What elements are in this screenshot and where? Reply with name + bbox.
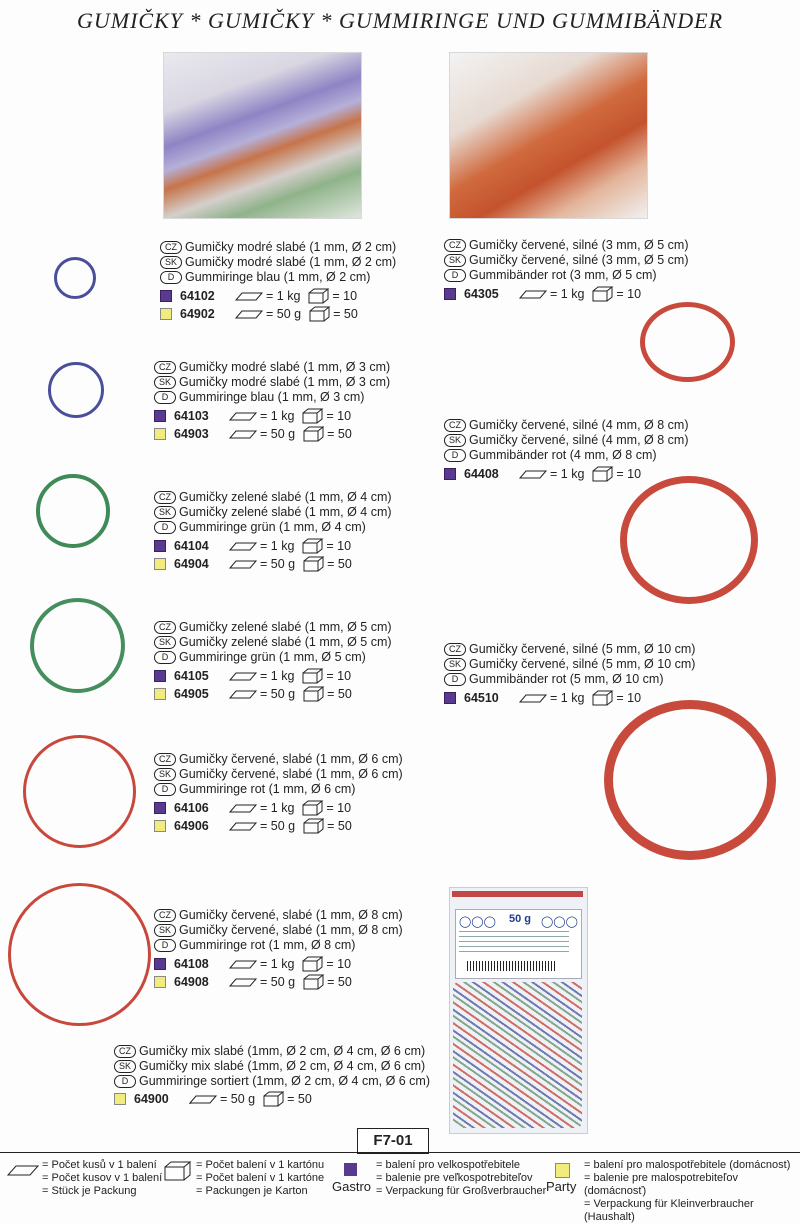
flat-pack-icon — [228, 958, 258, 970]
gastro-price-row — [444, 286, 689, 302]
flat-pack-icon — [518, 692, 548, 704]
gastro-carton: = 10 — [616, 466, 642, 481]
party-code: 64906 — [174, 818, 209, 833]
product-name-sk: Gumičky červené, silné (4 mm, Ø 8 cm) — [469, 433, 689, 447]
mix-party-code: 64900 — [134, 1091, 169, 1106]
lang-de-badge: D — [154, 783, 176, 796]
carton-box-icon — [303, 556, 325, 572]
party-carton: = 50 — [327, 974, 352, 989]
photo-mixed-rubber-bands — [163, 52, 362, 219]
purple-square-icon — [344, 1163, 357, 1176]
gastro-pack: = 1 kg — [260, 668, 295, 683]
party-pack: = 50 g — [260, 686, 296, 701]
lang-sk-badge: SK — [444, 434, 466, 447]
product-name-cz: Gumičky červené, slabé (1 mm, Ø 8 cm) — [179, 908, 403, 922]
lang-sk-badge: SK — [154, 636, 176, 649]
lang-sk-badge: SK — [154, 506, 176, 519]
gastro-pack: = 1 kg — [260, 538, 295, 553]
red-band-10cm — [604, 700, 776, 860]
mix-party-pack: = 50 g — [220, 1091, 256, 1106]
green-ring-4cm — [36, 474, 110, 548]
product-name-cz: Gumičky červené, silné (5 mm, Ø 10 cm) — [469, 642, 696, 656]
product-name-sk: Gumičky červené, slabé (1 mm, Ø 8 cm) — [179, 923, 403, 937]
carton-box-icon — [164, 1161, 192, 1181]
blue-ring-2cm — [54, 257, 96, 299]
lang-de-badge: D — [444, 449, 466, 462]
product-block — [154, 490, 392, 572]
gastro-pack: = 1 kg — [266, 288, 301, 303]
gastro-price-row — [444, 690, 695, 706]
product-name-sk: Gumičky červené, silné (3 mm, Ø 5 cm) — [469, 253, 689, 267]
lang-cz-badge: CZ — [154, 753, 176, 766]
barcode-icon — [467, 961, 557, 971]
gastro-price-row — [154, 538, 392, 554]
product-block-right — [444, 642, 695, 706]
product-block — [154, 752, 403, 834]
carton-box-icon — [302, 408, 324, 424]
product-name-de: Gummibänder rot (3 mm, Ø 5 cm) — [469, 268, 657, 282]
party-code: 64908 — [174, 974, 209, 989]
carton-box-icon — [592, 286, 614, 302]
mix-sk: Gumičky mix slabé (1mm, Ø 2 cm, Ø 4 cm, Ø 6 cm) — [139, 1059, 426, 1073]
lang-sk-badge: SK — [444, 658, 466, 671]
carton-box-icon — [592, 690, 614, 706]
lang-de-badge: D — [154, 521, 176, 534]
carton-box-icon — [303, 974, 325, 990]
product-block-right — [444, 238, 689, 302]
product-name-cz: Gumičky modré slabé (1 mm, Ø 2 cm) — [185, 240, 397, 254]
product-name-de: Gummibänder rot (4 mm, Ø 8 cm) — [469, 448, 657, 462]
lang-sk-badge: SK — [154, 376, 176, 389]
purple-square-icon — [154, 958, 166, 970]
gastro-price-row — [154, 956, 403, 972]
flat-pack-icon — [228, 558, 258, 570]
lang-sk-badge: SK — [160, 256, 182, 269]
carton-box-icon — [308, 288, 330, 304]
product-name-de: Gummibänder rot (5 mm, Ø 10 cm) — [469, 672, 664, 686]
party-pack: = 50 g — [266, 306, 302, 321]
gastro-code: 64305 — [464, 286, 499, 301]
gastro-pack: = 1 kg — [550, 690, 585, 705]
red-ring-6cm — [23, 735, 136, 848]
party-pack: = 50 g — [260, 426, 296, 441]
flat-pack-icon — [518, 288, 548, 300]
party-carton: = 50 — [327, 686, 352, 701]
mix-de: Gummiringe sortiert (1mm, Ø 2 cm, Ø 4 cm, Ø 6 cm) — [139, 1074, 431, 1088]
flat-pack-icon — [228, 976, 258, 988]
yellow-square-icon — [160, 308, 172, 320]
lang-de-badge: D — [160, 271, 182, 284]
lang-de-badge: D — [444, 269, 466, 282]
lang-de-badge: D — [154, 651, 176, 664]
product-name-cz: Gumičky červené, silné (3 mm, Ø 5 cm) — [469, 238, 689, 252]
lang-sk-badge: SK — [154, 768, 176, 781]
carton-box-icon — [303, 686, 325, 702]
red-band-5cm — [640, 302, 735, 382]
gastro-carton: = 10 — [326, 538, 352, 553]
lang-sk-badge: SK — [114, 1060, 136, 1073]
party-code: 64904 — [174, 556, 209, 571]
gastro-carton: = 10 — [326, 800, 352, 815]
purple-square-icon — [160, 290, 172, 302]
carton-box-icon — [263, 1091, 285, 1107]
gastro-carton: = 10 — [326, 956, 352, 971]
party-pack: = 50 g — [260, 556, 296, 571]
product-name-cz: Gumičky zelené slabé (1 mm, Ø 5 cm) — [179, 620, 392, 634]
product-name-de: Gummiringe rot (1 mm, Ø 6 cm) — [179, 782, 356, 796]
gastro-code: 64105 — [174, 668, 209, 683]
product-name-de: Gummiringe blau (1 mm, Ø 3 cm) — [179, 390, 365, 404]
product-block — [154, 908, 403, 990]
gastro-carton: = 10 — [332, 288, 358, 303]
product-name-sk: Gumičky zelené slabé (1 mm, Ø 5 cm) — [179, 635, 392, 649]
product-name-de: Gummiringe blau (1 mm, Ø 2 cm) — [185, 270, 371, 284]
lang-sk-badge: SK — [154, 924, 176, 937]
lang-cz-badge: CZ — [154, 621, 176, 634]
green-ring-5cm — [30, 598, 125, 693]
red-ring-8cm — [8, 883, 151, 1026]
gastro-code: 64408 — [464, 466, 499, 481]
gastro-price-row — [444, 466, 689, 482]
product-block — [154, 620, 392, 702]
purple-square-icon — [154, 802, 166, 814]
flat-pack-icon — [228, 802, 258, 814]
purple-square-icon — [154, 540, 166, 552]
mix-cz: Gumičky mix slabé (1mm, Ø 2 cm, Ø 4 cm, Ø 6 cm) — [139, 1044, 426, 1058]
legend-footer — [0, 1152, 800, 1223]
carton-box-icon — [303, 818, 325, 834]
party-price-row — [154, 686, 392, 702]
flat-pack-icon — [228, 428, 258, 440]
product-mix — [114, 1044, 430, 1107]
party-code: 64905 — [174, 686, 209, 701]
product-name-cz: Gumičky modré slabé (1 mm, Ø 3 cm) — [179, 360, 391, 374]
gastro-price-row — [160, 288, 396, 304]
lang-cz-badge: CZ — [154, 361, 176, 374]
carton-box-icon — [302, 800, 324, 816]
party-price-row — [154, 818, 403, 834]
party-carton: = 50 — [327, 556, 352, 571]
party-code: 64902 — [180, 306, 215, 321]
gastro-price-row — [154, 408, 390, 424]
party-pack: = 50 g — [260, 818, 296, 833]
flat-pack-icon — [188, 1093, 218, 1105]
gastro-code: 64510 — [464, 690, 499, 705]
product-block — [160, 240, 396, 322]
party-carton: = 50 — [327, 818, 352, 833]
gastro-price-row — [154, 800, 403, 816]
gastro-pack: = 1 kg — [550, 286, 585, 301]
legend-party: = balení pro malospotřebitele (domácnost) = balenie pre malospotrebiteľov (domácnosť) = Verpackung für Kleinverbraucher (Haushalt) — [584, 1159, 791, 1223]
lang-cz-badge: CZ — [444, 643, 466, 656]
page-title: GUMIČKY * GUMIČKY * GUMMIRINGE UND GUMMIBÄNDER — [76, 8, 724, 33]
carton-box-icon — [302, 956, 324, 972]
yellow-square-icon — [154, 558, 166, 570]
yellow-square-icon — [154, 428, 166, 440]
product-name-de: Gummiringe grün (1 mm, Ø 4 cm) — [179, 520, 366, 534]
lang-cz-badge: CZ — [160, 241, 182, 254]
lang-cz-badge: CZ — [114, 1045, 136, 1058]
lang-cz-badge: CZ — [444, 419, 466, 432]
red-band-8cm — [620, 476, 758, 604]
flat-pack-icon — [228, 540, 258, 552]
gastro-code: 64108 — [174, 956, 209, 971]
flat-pack-icon — [228, 410, 258, 422]
legend-pieces: = Počet kusů v 1 balení = Počet kusov v 1 balení = Stück je Packung — [42, 1159, 163, 1197]
yellow-square-icon — [555, 1163, 570, 1178]
legend-gastro-label: Gastro — [332, 1179, 372, 1194]
gastro-pack: = 1 kg — [260, 800, 295, 815]
gastro-carton: = 10 — [616, 286, 642, 301]
lang-cz-badge: CZ — [154, 909, 176, 922]
product-name-de: Gummiringe rot (1 mm, Ø 8 cm) — [179, 938, 356, 952]
product-name-de: Gummiringe grün (1 mm, Ø 5 cm) — [179, 650, 366, 664]
yellow-square-icon — [154, 688, 166, 700]
product-name-sk: Gumičky modré slabé (1 mm, Ø 2 cm) — [185, 255, 397, 269]
party-price-row — [154, 556, 392, 572]
product-name-sk: Gumičky modré slabé (1 mm, Ø 3 cm) — [179, 375, 391, 389]
party-price-row — [154, 974, 403, 990]
mix-party-carton: = 50 — [287, 1091, 312, 1106]
purple-square-icon — [154, 410, 166, 422]
purple-square-icon — [154, 670, 166, 682]
flat-pack-icon — [518, 468, 548, 480]
carton-box-icon — [303, 426, 325, 442]
lang-d-badge: D — [114, 1075, 136, 1088]
product-name-sk: Gumičky červené, slabé (1 mm, Ø 6 cm) — [179, 767, 403, 781]
flat-pack-icon — [6, 1163, 40, 1177]
party-price-row — [160, 306, 396, 322]
party-carton: = 50 — [333, 306, 358, 321]
legend-party-label: Party — [546, 1179, 577, 1194]
page-number: F7-01 — [357, 1128, 429, 1154]
legend-cartons: = Počet balení v 1 kartónu = Počet balení v 1 kartóne = Packungen je Karton — [196, 1159, 325, 1197]
blue-ring-3cm — [48, 362, 104, 418]
lang-de-badge: D — [154, 391, 176, 404]
lang-de-badge: D — [444, 673, 466, 686]
yellow-square-icon — [114, 1093, 126, 1105]
product-name-sk: Gumičky červené, silné (5 mm, Ø 10 cm) — [469, 657, 696, 671]
product-name-sk: Gumičky zelené slabé (1 mm, Ø 4 cm) — [179, 505, 392, 519]
flat-pack-icon — [234, 308, 264, 320]
party-carton: = 50 — [327, 426, 352, 441]
olympic-rings-icon: ◯◯◯ — [459, 916, 496, 928]
gastro-code: 64103 — [174, 408, 209, 423]
purple-square-icon — [444, 692, 456, 704]
party-price-row — [154, 426, 390, 442]
gastro-carton: = 10 — [326, 408, 352, 423]
gastro-carton: = 10 — [616, 690, 642, 705]
flat-pack-icon — [228, 820, 258, 832]
lang-sk-badge: SK — [444, 254, 466, 267]
gastro-code: 64104 — [174, 538, 209, 553]
bag-weight: 50 g — [509, 913, 532, 925]
product-block-right — [444, 418, 689, 482]
carton-box-icon — [302, 538, 324, 554]
product-name-cz: Gumičky zelené slabé (1 mm, Ø 4 cm) — [179, 490, 392, 504]
flat-pack-icon — [228, 688, 258, 700]
mix-bag-product-photo — [449, 887, 586, 1132]
gastro-code: 64102 — [180, 288, 215, 303]
flat-pack-icon — [234, 290, 264, 302]
lang-de-badge: D — [154, 939, 176, 952]
product-name-cz: Gumičky červené, silné (4 mm, Ø 8 cm) — [469, 418, 689, 432]
product-block — [154, 360, 390, 442]
carton-box-icon — [302, 668, 324, 684]
purple-square-icon — [444, 288, 456, 300]
gastro-carton: = 10 — [326, 668, 352, 683]
gastro-pack: = 1 kg — [260, 408, 295, 423]
lang-cz-badge: CZ — [444, 239, 466, 252]
olympic-rings-icon-2: ◯◯◯ — [541, 916, 578, 928]
carton-box-icon — [309, 306, 331, 322]
gastro-code: 64106 — [174, 800, 209, 815]
product-name-cz: Gumičky červené, slabé (1 mm, Ø 6 cm) — [179, 752, 403, 766]
party-code: 64903 — [174, 426, 209, 441]
photo-red-rubber-bands — [449, 52, 648, 219]
gastro-pack: = 1 kg — [550, 466, 585, 481]
yellow-square-icon — [154, 976, 166, 988]
gastro-pack: = 1 kg — [260, 956, 295, 971]
yellow-square-icon — [154, 820, 166, 832]
party-pack: = 50 g — [260, 974, 296, 989]
flat-pack-icon — [228, 670, 258, 682]
legend-gastro: = balení pro velkospotřebitele = balenie pre veľkospotrebiteľov = Verpackung für Großverbraucher — [376, 1159, 547, 1197]
gastro-price-row — [154, 668, 392, 684]
lang-cz-badge: CZ — [154, 491, 176, 504]
carton-box-icon — [592, 466, 614, 482]
purple-square-icon — [444, 468, 456, 480]
